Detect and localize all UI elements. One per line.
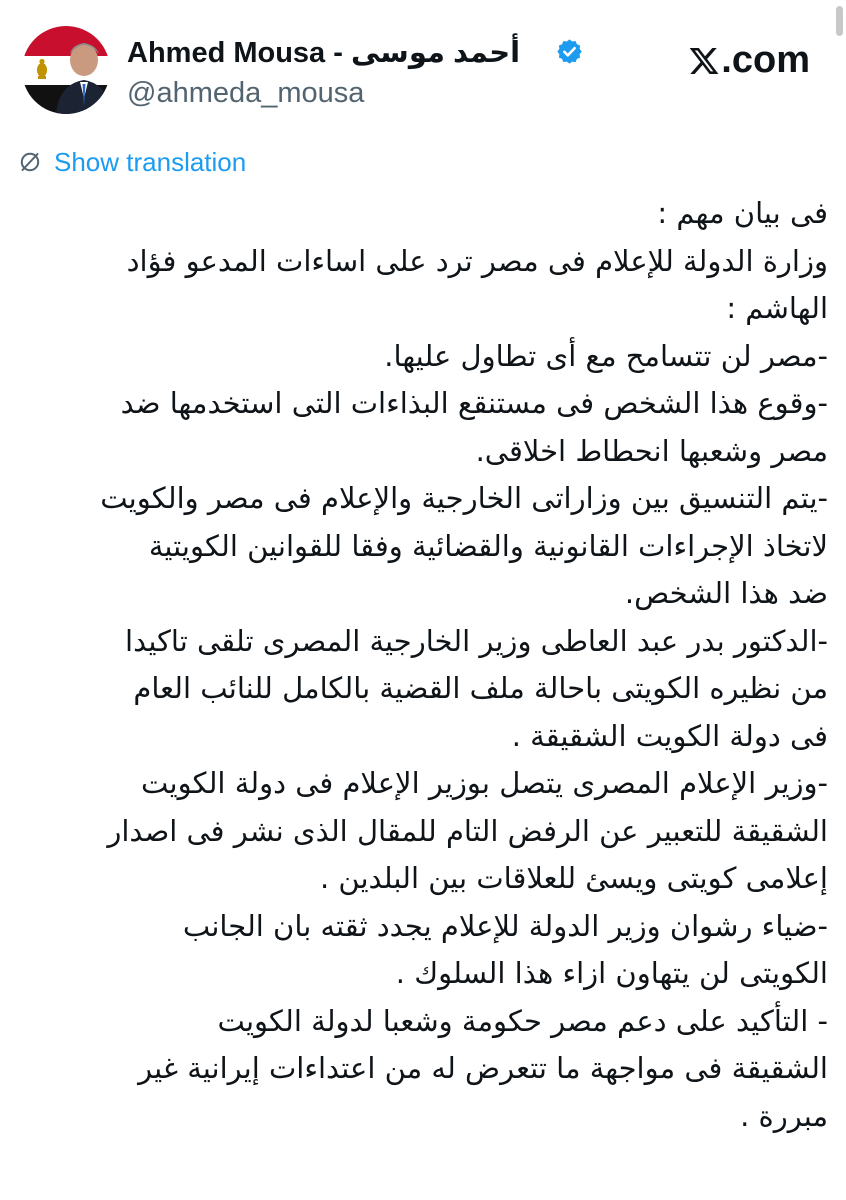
tweet-line: -مصر لن تتسامح مع أى تطاول عليها. [384, 338, 828, 373]
tweet-line: -وزير الإعلام المصرى يتصل بوزير الإعلام فى دولة الكويت [141, 766, 828, 800]
verified-badge-icon [556, 38, 583, 65]
tweet-line: الكويتى لن يتهاون ازاء هذا السلوك . [395, 956, 828, 990]
tweet-line: الشقيقة للتعبير عن الرفض التام للمقال الذى نشر فى اصدار [107, 813, 828, 848]
show-translation-link[interactable]: Show translation [54, 146, 247, 177]
show-translation-row[interactable] [18, 145, 246, 179]
source-brand [688, 38, 810, 82]
tweet-line: ضد هذا الشخص. [624, 576, 828, 610]
author-display-name[interactable]: Ahmed Mousa - أحمد موسى [127, 37, 521, 69]
tweet-line: -يتم التنسيق بين وزاراتى الخارجية والإعلام فى مصر والكويت [100, 481, 828, 515]
tweet-line: وزارة الدولة للإعلام فى مصر ترد على اساءات المدعو فؤاد [126, 243, 828, 278]
tweet-line: الهاشم : [726, 291, 828, 325]
tweet-line: -وقوع هذا الشخص فى مستنقع البذاءات التى استخدمها ضد [120, 386, 828, 420]
scrollbar-thumb[interactable] [836, 6, 843, 36]
tweet-header [22, 26, 822, 122]
avatar-egypt-flag-photo [22, 26, 110, 114]
tweet-line: الشقيقة فى مواجهة ما تتعرض له من اعتداءات إيرانية غير [138, 1051, 828, 1085]
author-handle[interactable]: @ahmeda_mousa [127, 77, 365, 109]
tweet-line: فى بيان مهم : [657, 196, 828, 230]
translate-icon [18, 150, 42, 174]
tweet-line: - التأكيد على دعم مصر حكومة وشعبا لدولة الكويت [217, 1003, 828, 1038]
avatar[interactable] [22, 26, 110, 114]
source-brand-label: .com [721, 39, 810, 81]
tweet-line: من نظيره الكويتى باحالة ملف القضية بالكامل للنائب العام [133, 671, 828, 705]
tweet-line: إعلامى كويتى ويسئ للعلاقات بين البلدين . [319, 861, 828, 895]
tweet-line: لاتخاذ الإجراءات القانونية والقضائية وفقا للقوانين الكويتية [148, 528, 828, 563]
tweet-text [18, 190, 828, 1140]
tweet-line: مبررة . [740, 1098, 828, 1133]
tweet-line: فى دولة الكويت الشقيقة . [511, 718, 828, 753]
tweet-line: -ضياء رشوان وزير الدولة للإعلام يجدد ثقته بان الجانب [182, 908, 828, 943]
tweet-line: مصر وشعبها انحطاط اخلاقى. [475, 433, 828, 468]
x-logo-icon [688, 45, 720, 77]
tweet-line: -الدكتور بدر عبد العاطى وزير الخارجية المصرى تلقى تاكيدا [125, 623, 828, 658]
